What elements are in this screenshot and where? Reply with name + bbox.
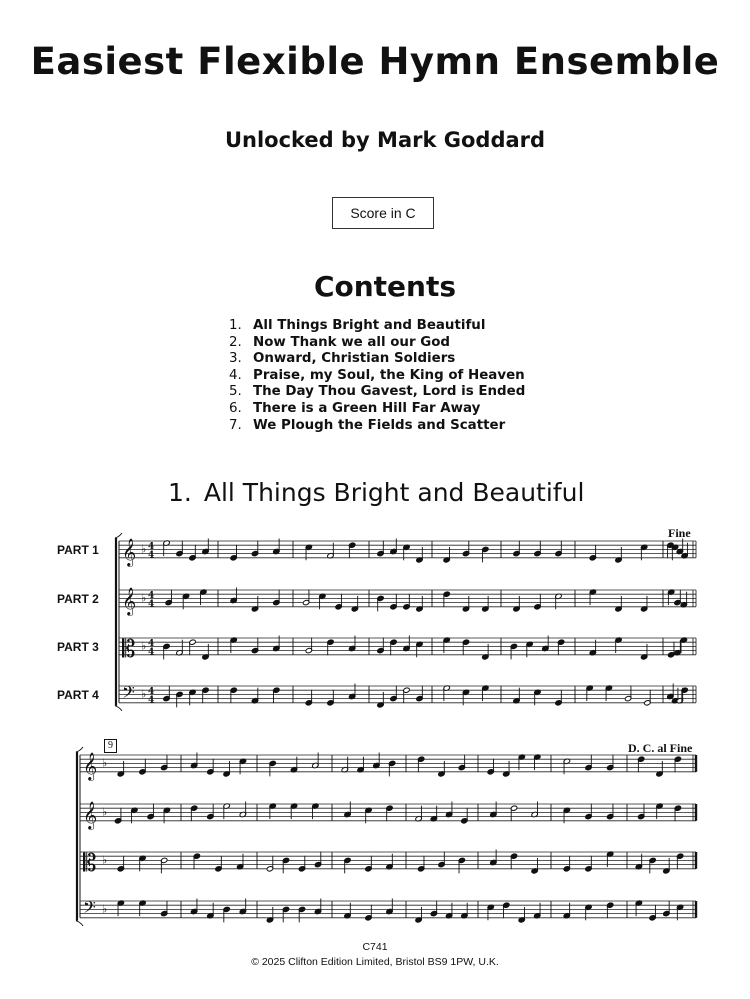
contents-item-number: 3. [229,351,242,367]
part-label: PART 3 [57,640,99,654]
bracket-hook [76,921,83,926]
contents-item-number: 7. [229,417,242,433]
part-label: PART 4 [57,688,99,702]
book-title: Easiest Flexible Hymn Ensemble [30,40,720,83]
flat-sign-icon: ♭ [102,902,108,916]
contents-item-number: 6. [229,400,242,416]
bass-clef-icon: 𝄢 [83,896,96,921]
bracket-hook [115,706,122,711]
flat-sign-icon: ♭ [102,853,108,867]
flat-sign-icon: ♭ [141,542,147,556]
contents-item-title: All Things Bright and Beautiful [253,318,486,333]
contents-item-number: 4. [229,367,242,383]
time-signature-top: 4 [148,541,155,552]
time-signature-bottom: 4 [148,550,155,561]
contents-item-number: 2. [229,334,242,350]
rehearsal-mark: 9 [104,739,117,753]
bass-clef-icon: 𝄢 [122,681,135,706]
piece-number: 1. [168,478,192,507]
contents-item-title: There is a Green Hill Far Away [253,400,481,416]
fine-marking: Fine [668,526,691,540]
contents-item-number: 5. [229,384,242,400]
part-label: PART 2 [57,592,99,606]
treble-clef-icon: 𝄞 [122,537,137,566]
flat-sign-icon: ♭ [102,756,108,770]
treble-clef-icon: 𝄞 [122,586,137,615]
alto-clef-icon: 𝄡 [83,848,97,877]
time-signature-bottom: 4 [148,599,155,610]
arranger-credit: Unlocked by Mark Goddard [224,128,546,152]
score-label: Score in C [350,205,416,221]
flat-sign-icon: ♭ [141,639,147,653]
treble-clef-icon: 𝄞 [83,751,98,780]
contents-heading: Contents [313,270,457,303]
alto-clef-icon: 𝄡 [122,634,136,663]
time-signature-top: 4 [148,686,155,697]
time-signature-bottom: 4 [148,647,155,658]
part-label: PART 1 [57,543,99,557]
contents-item-title: The Day Thou Gavest, Lord is Ended [253,384,526,400]
flat-sign-icon: ♭ [141,687,147,701]
catalogue-code: C741 [362,941,388,953]
bracket-hook [115,533,122,538]
time-signature-bottom: 4 [148,695,155,706]
contents-item-title: We Plough the Fields and Scatter [253,417,506,433]
contents-item-title: Praise, my Soul, the King of Heaven [253,367,525,383]
piece-name: All Things Bright and Beautiful [203,478,585,507]
time-signature-top: 4 [148,638,155,649]
contents-item-title: Now Thank we all our God [253,334,451,350]
dc-al-fine-marking: D. C. al Fine [628,741,693,755]
copyright-notice: © 2025 Clifton Edition Limited, Bristol BS9 1PW, U.K. [251,956,499,968]
contents-item-number: 1. [229,318,242,333]
contents-item-title: Onward, Christian Soldiers [253,351,456,367]
flat-sign-icon: ♭ [141,591,147,605]
treble-clef-icon: 𝄞 [83,800,98,829]
time-signature-top: 4 [148,590,155,601]
bracket-hook [76,747,83,752]
flat-sign-icon: ♭ [102,805,108,819]
